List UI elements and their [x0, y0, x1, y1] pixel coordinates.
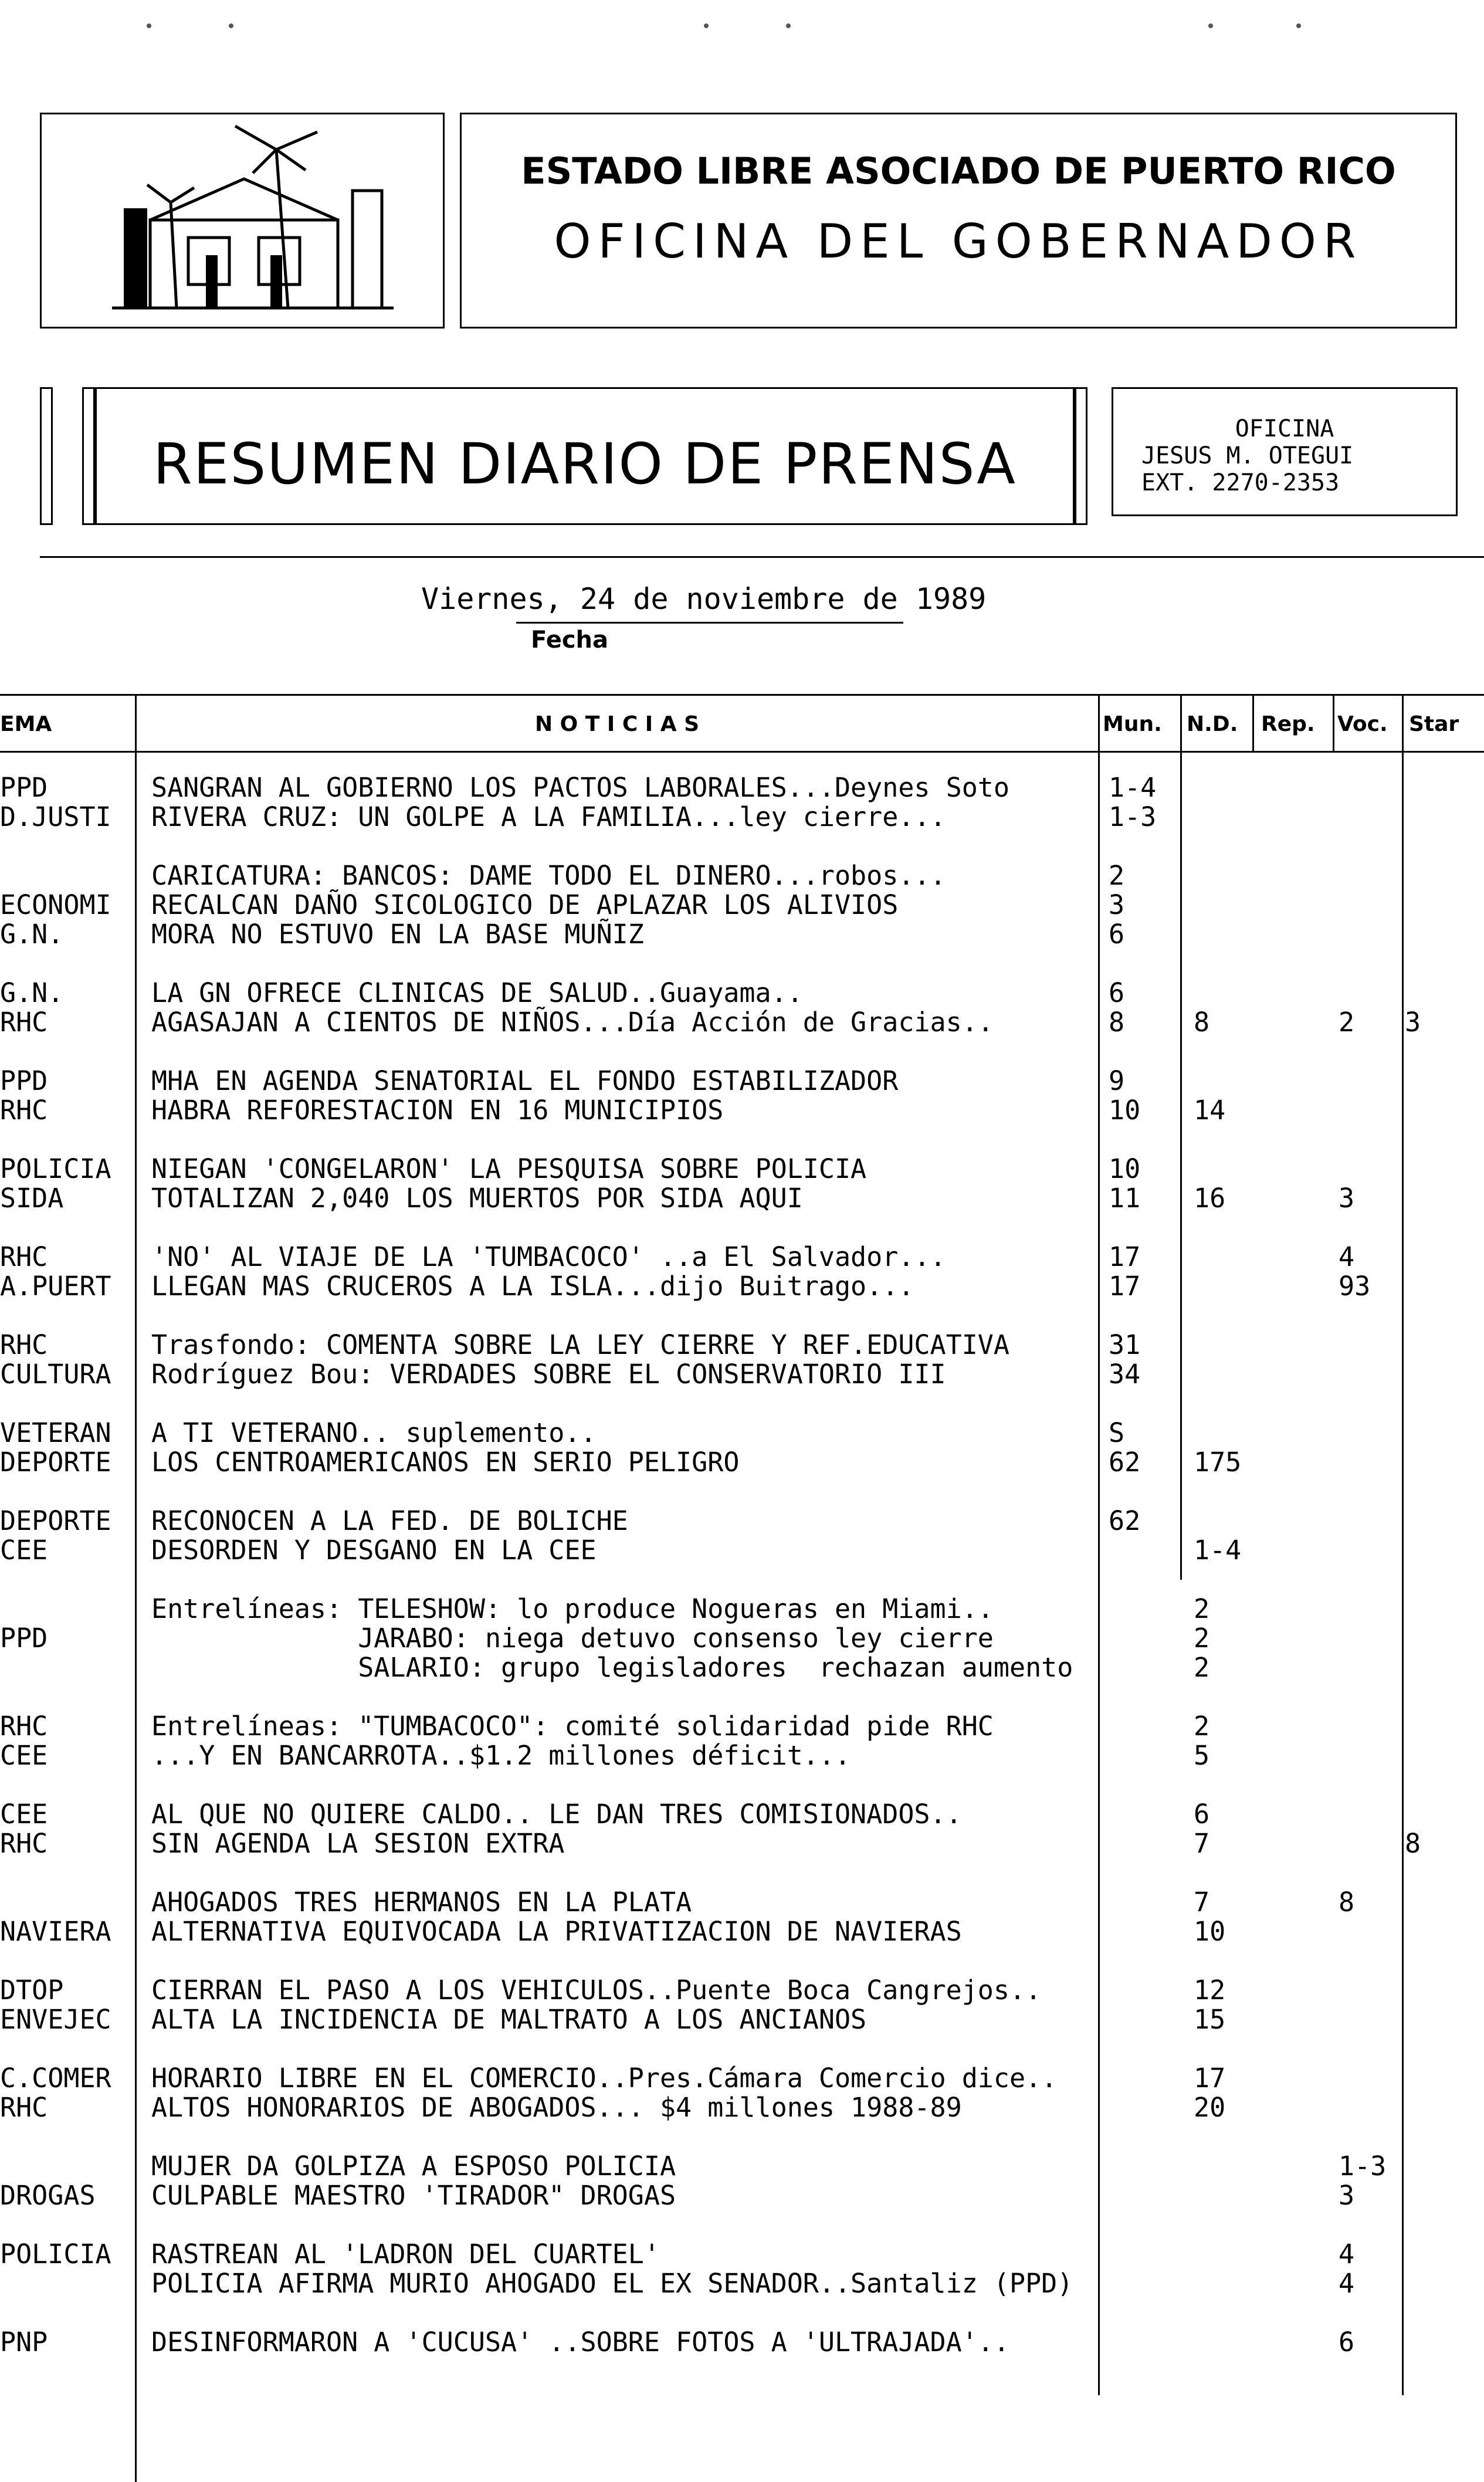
news-page-vocero: 1-3	[1339, 2151, 1387, 2182]
date-label: Fecha	[531, 627, 609, 653]
news-headline: SALARIO: grupo legisladores rechazan aumento	[151, 1652, 1073, 1683]
news-topic: PNP	[0, 2328, 48, 2357]
news-page-mundo: 6	[1109, 977, 1125, 1008]
table-header-border	[0, 751, 1484, 753]
governor-emblem-box	[40, 113, 445, 329]
news-headline: HABRA REFORESTACION EN 16 MUNICIPIOS	[151, 1095, 724, 1126]
news-page-mundo: 3	[1109, 889, 1125, 920]
news-page-nuevo-dia: 2	[1194, 1652, 1210, 1683]
news-headline: AHOGADOS TRES HERMANOS EN LA PLATA	[151, 1887, 692, 1918]
news-topic: POLICIA	[0, 2240, 111, 2269]
column-line	[1333, 694, 1334, 753]
news-page-nuevo-dia: 5	[1194, 1740, 1210, 1771]
news-page-mundo: 17	[1109, 1271, 1141, 1302]
news-page-mundo: 11	[1109, 1183, 1141, 1214]
news-topic: CEE	[0, 1741, 48, 1770]
news-topic: RHC	[0, 2093, 48, 2122]
punch-dot	[147, 23, 151, 28]
news-topic: POLICIA	[0, 1154, 111, 1184]
news-headline: MHA EN AGENDA SENATORIAL EL FONDO ESTABILIZADOR	[151, 1065, 899, 1096]
col-header-nd: N.D.	[1187, 712, 1238, 736]
news-headline: DESINFORMARON A 'CUCUSA' ..SOBRE FOTOS A 'ULTRAJADA'..	[151, 2327, 1009, 2358]
news-page-nuevo-dia: 7	[1194, 1828, 1210, 1859]
news-topic: ENVEJEC	[0, 2005, 111, 2034]
column-line	[1180, 694, 1182, 1580]
news-page-nuevo-dia: 15	[1194, 2004, 1226, 2035]
news-headline: RECALCAN DAÑO SICOLOGICO DE APLAZAR LOS ALIVIOS	[151, 889, 899, 920]
news-headline: LA GN OFRECE CLINICAS DE SALUD..Guayama..	[151, 977, 803, 1008]
news-topic: RHC	[0, 1096, 48, 1125]
agency-name: ESTADO LIBRE ASOCIADO DE PUERTO RICO	[521, 150, 1396, 192]
news-headline: RIVERA CRUZ: UN GOLPE A LA FAMILIA...ley cierre...	[151, 801, 946, 832]
news-page-mundo: 31	[1109, 1329, 1141, 1360]
news-topic: DTOP	[0, 1976, 64, 2005]
office-extension: EXT. 2270-2353	[1141, 469, 1340, 496]
news-page-nuevo-dia: 6	[1194, 1799, 1210, 1830]
news-page-mundo: 1-4	[1109, 772, 1157, 803]
news-headline: DESORDEN Y DESGANO EN LA CEE	[151, 1535, 597, 1566]
banner-bar	[40, 387, 53, 525]
col-header-star: Star	[1409, 712, 1459, 736]
news-headline: Rodríguez Bou: VERDADES SOBRE EL CONSERVATORIO III	[151, 1359, 946, 1390]
news-page-nuevo-dia: 1-4	[1194, 1535, 1242, 1566]
col-header-rep: Rep.	[1261, 712, 1315, 736]
office-person: JESUS M. OTEGUI	[1141, 442, 1354, 469]
news-topic: RHC	[0, 1330, 48, 1360]
news-headline: CIERRAN EL PASO A LOS VEHICULOS..Puente Boca Cangrejos..	[151, 1975, 1042, 2006]
news-headline: CARICATURA: BANCOS: DAME TODO EL DINERO...robos...	[151, 860, 946, 891]
punch-dot	[1208, 23, 1213, 28]
column-line	[135, 694, 137, 2482]
news-topic: DROGAS	[0, 2181, 96, 2210]
news-headline: ...Y EN BANCARROTA..$1.2 millones déficit...	[151, 1740, 851, 1771]
news-headline: MUJER DA GOLPIZA A ESPOSO POLICIA	[151, 2151, 676, 2182]
news-topic: C.COMER	[0, 2064, 111, 2093]
news-topic: G.N.	[0, 920, 64, 949]
news-page-vocero: 6	[1339, 2327, 1355, 2358]
news-page-mundo: 10	[1109, 1153, 1141, 1184]
news-topic: A.PUERT	[0, 1272, 111, 1301]
office-label: OFICINA	[1235, 415, 1334, 442]
news-headline: RECONOCEN A LA FED. DE BOLICHE	[151, 1505, 628, 1536]
news-page-vocero: 93	[1339, 1271, 1371, 1302]
table-top-border	[0, 694, 1484, 696]
news-headline: AGASAJAN A CIENTOS DE NIÑOS...Día Acción de Gracias..	[151, 1007, 994, 1038]
news-headline: MORA NO ESTUVO EN LA BASE MUÑIZ	[151, 919, 644, 950]
report-date: Viernes, 24 de noviembre de 1989	[421, 582, 987, 616]
column-line	[1402, 694, 1404, 2395]
news-topic: PPD	[0, 1624, 48, 1653]
news-page-mundo: 34	[1109, 1359, 1141, 1390]
divider	[40, 556, 1484, 558]
news-headline: SANGRAN AL GOBIERNO LOS PACTOS LABORALES...Deynes Soto	[151, 772, 1009, 803]
date-underline	[516, 622, 903, 624]
news-topic: RHC	[0, 1712, 48, 1741]
news-page-nuevo-dia: 20	[1194, 2092, 1226, 2123]
news-topic: G.N.	[0, 978, 64, 1008]
news-topic: ECONOMI	[0, 890, 111, 920]
news-headline: AL QUE NO QUIERE CALDO.. LE DAN TRES COMISIONADOS..	[151, 1799, 962, 1830]
office-title-box	[460, 113, 1457, 329]
news-topic: DEPORTE	[0, 1506, 111, 1536]
news-page-vocero: 4	[1339, 2268, 1355, 2299]
banner-bar	[1075, 387, 1087, 525]
news-page-nuevo-dia: 8	[1194, 1007, 1210, 1038]
office-contact-box	[1112, 387, 1458, 516]
news-page-nuevo-dia: 2	[1194, 1593, 1210, 1624]
news-page-mundo: 1-3	[1109, 801, 1157, 832]
col-header-noticias: N O T I C I A S	[535, 712, 700, 736]
punch-dot	[786, 23, 791, 28]
col-header-tema: EMA	[0, 712, 52, 736]
news-headline: Entrelíneas: TELESHOW: lo produce Nogueras en Miami..	[151, 1593, 994, 1624]
fortaleza-emblem-icon	[42, 114, 443, 327]
news-page-nuevo-dia: 17	[1194, 2063, 1226, 2094]
news-headline: ALTA LA INCIDENCIA DE MALTRATO A LOS ANCIANOS	[151, 2004, 867, 2035]
news-page-nuevo-dia: 2	[1194, 1623, 1210, 1654]
news-headline: Entrelíneas: "TUMBACOCO": comité solidaridad pide RHC	[151, 1711, 994, 1742]
column-line	[1098, 694, 1100, 2395]
news-headline: 'NO' AL VIAJE DE LA 'TUMBACOCO' ..a El Salvador...	[151, 1241, 946, 1272]
office-name: OFICINA DEL GOBERNADOR	[554, 214, 1363, 269]
news-page-nuevo-dia: 7	[1194, 1887, 1210, 1918]
punch-dot	[1296, 23, 1301, 28]
news-headline: ALTERNATIVA EQUIVOCADA LA PRIVATIZACION DE NAVIERAS	[151, 1916, 962, 1947]
news-topic: SIDA	[0, 1184, 64, 1213]
news-topic: CEE	[0, 1536, 48, 1565]
news-headline: NIEGAN 'CONGELARON' LA PESQUISA SOBRE POLICIA	[151, 1153, 867, 1184]
news-topic: VETERAN	[0, 1418, 111, 1448]
punch-dot	[229, 23, 233, 28]
news-topic: DEPORTE	[0, 1448, 111, 1477]
news-headline: LOS CENTROAMERICANOS EN SERIO PELIGRO	[151, 1447, 740, 1478]
news-page-star: 3	[1405, 1007, 1421, 1038]
news-page-nuevo-dia: 10	[1194, 1916, 1226, 1947]
news-headline: ALTOS HONORARIOS DE ABOGADOS... $4 millones 1988-89	[151, 2092, 962, 2123]
news-page-vocero: 2	[1339, 1007, 1355, 1038]
news-topic: PPD	[0, 1066, 48, 1096]
news-topic: RHC	[0, 1242, 48, 1272]
news-page-mundo: 62	[1109, 1505, 1141, 1536]
banner-title-box	[95, 387, 1075, 525]
news-topic: CEE	[0, 1800, 48, 1829]
news-headline: JARABO: niega detuvo consenso ley cierre	[151, 1623, 994, 1654]
news-page-star: 8	[1405, 1828, 1421, 1859]
banner-bar	[82, 387, 95, 525]
news-page-vocero: 8	[1339, 1887, 1355, 1918]
col-header-voc: Voc.	[1337, 712, 1388, 736]
news-topic: RHC	[0, 1008, 48, 1037]
news-page-mundo: 2	[1109, 860, 1125, 891]
news-topic: D.JUSTI	[0, 802, 111, 832]
news-topic: NAVIERA	[0, 1917, 111, 1946]
news-page-mundo: 9	[1109, 1065, 1125, 1096]
news-page-vocero: 4	[1339, 1241, 1355, 1272]
news-page-nuevo-dia: 14	[1194, 1095, 1226, 1126]
news-page-vocero: 4	[1339, 2239, 1355, 2270]
news-headline: A TI VETERANO.. suplemento..	[151, 1417, 597, 1448]
news-page-mundo: 6	[1109, 919, 1125, 950]
news-topic: RHC	[0, 1829, 48, 1858]
news-page-mundo: 17	[1109, 1241, 1141, 1272]
news-page-vocero: 3	[1339, 1183, 1355, 1214]
column-line	[1252, 694, 1254, 753]
news-page-nuevo-dia: 2	[1194, 1711, 1210, 1742]
news-headline: Trasfondo: COMENTA SOBRE LA LEY CIERRE Y REF.EDUCATIVA	[151, 1329, 1009, 1360]
punch-dot	[704, 23, 709, 28]
news-page-mundo: 8	[1109, 1007, 1125, 1038]
news-topic: PPD	[0, 773, 48, 802]
news-headline: CULPABLE MAESTRO 'TIRADOR" DROGAS	[151, 2180, 676, 2211]
news-headline: HORARIO LIBRE EN EL COMERCIO..Pres.Cámara Comercio dice..	[151, 2063, 1058, 2094]
news-page-nuevo-dia: 16	[1194, 1183, 1226, 1214]
report-title: RESUMEN DIARIO DE PRENSA	[153, 431, 1017, 497]
news-page-mundo: 62	[1109, 1447, 1141, 1478]
news-page-mundo: S	[1109, 1417, 1125, 1448]
news-headline: RASTREAN AL 'LADRON DEL CUARTEL'	[151, 2239, 660, 2270]
news-headline: POLICIA AFIRMA MURIO AHOGADO EL EX SENADOR..Santaliz (PPD)	[151, 2268, 1073, 2299]
news-page-vocero: 3	[1339, 2180, 1355, 2211]
news-topic: CULTURA	[0, 1360, 111, 1389]
news-page-nuevo-dia: 175	[1194, 1447, 1242, 1478]
office-contact	[1113, 415, 1456, 496]
news-page-nuevo-dia: 12	[1194, 1975, 1226, 2006]
col-header-mun: Mun.	[1103, 712, 1162, 736]
news-headline: SIN AGENDA LA SESION EXTRA	[151, 1828, 565, 1859]
news-headline: LLEGAN MAS CRUCEROS A LA ISLA...dijo Buitrago...	[151, 1271, 914, 1302]
news-page-mundo: 10	[1109, 1095, 1141, 1126]
news-headline: TOTALIZAN 2,040 LOS MUERTOS POR SIDA AQUI	[151, 1183, 803, 1214]
